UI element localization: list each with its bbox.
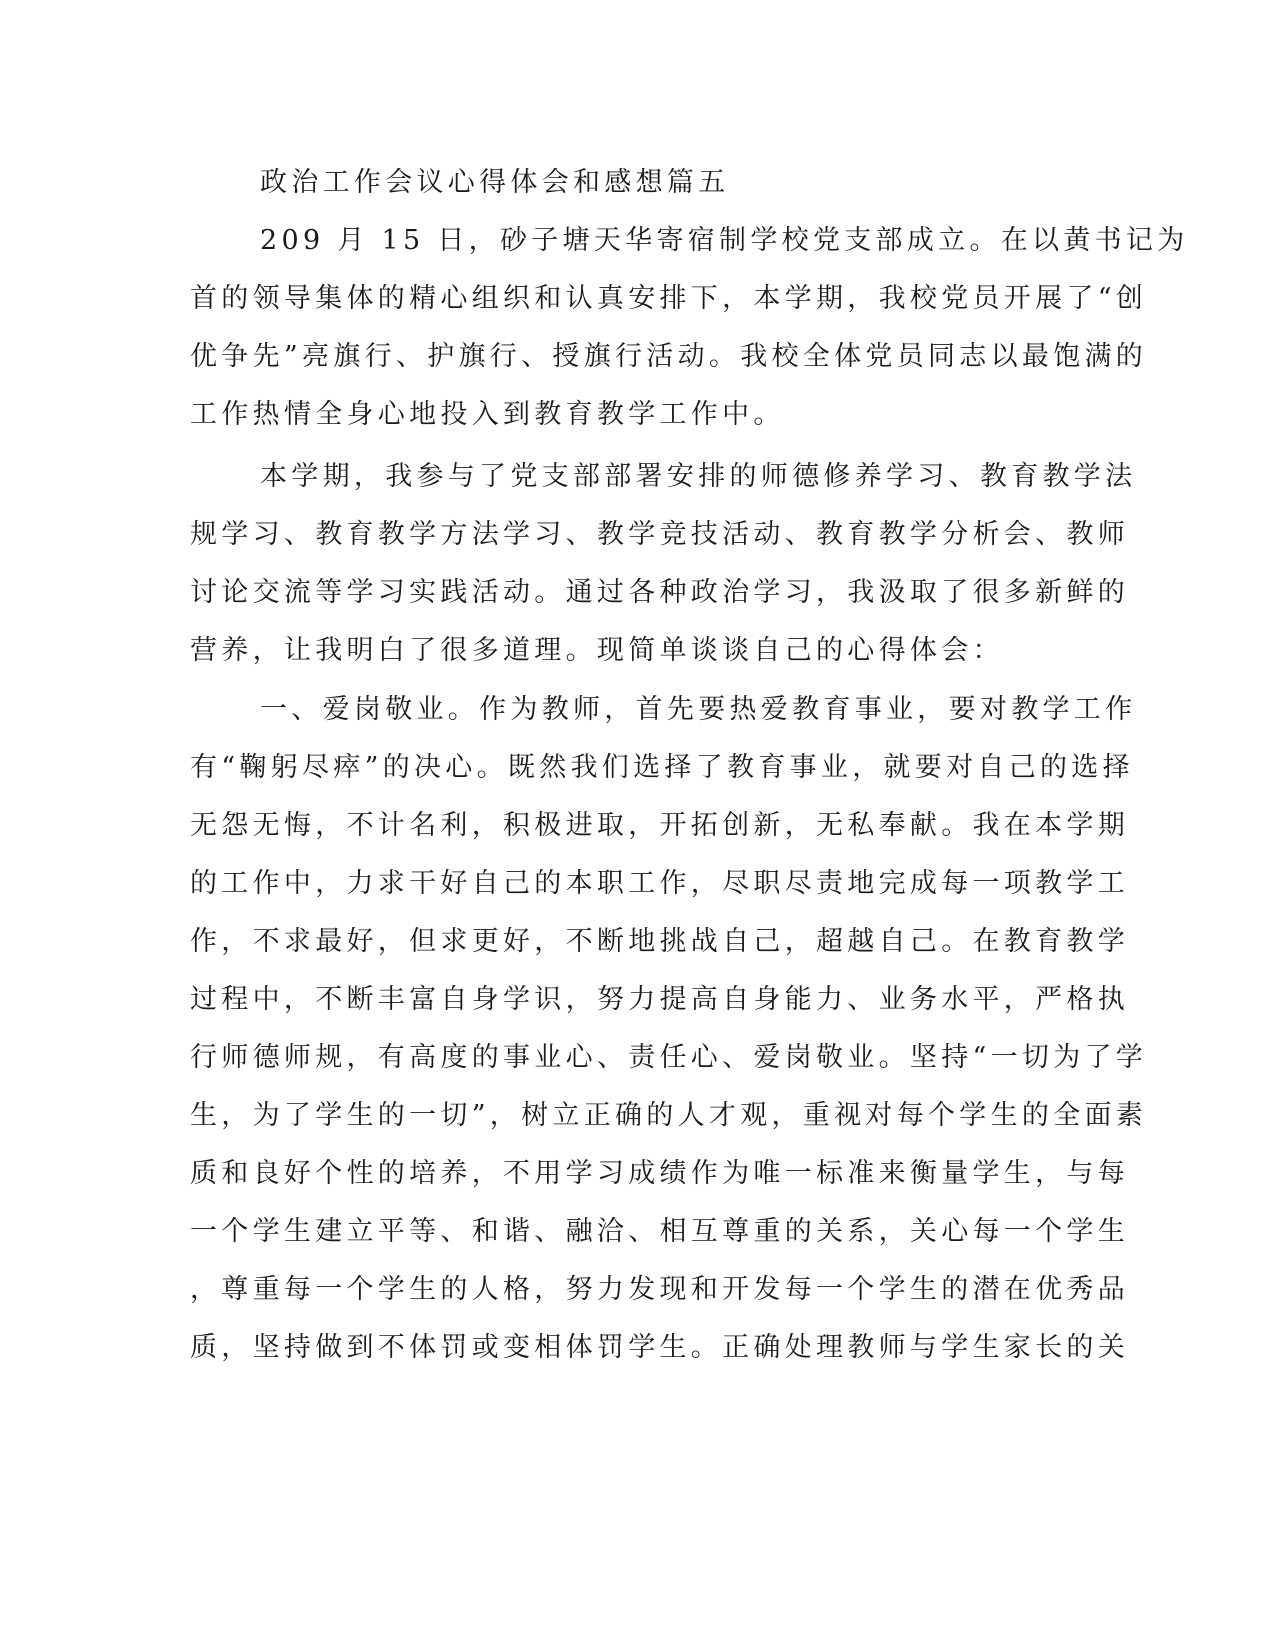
paragraph-3-line-8: 生，为了学生的一切”，树立正确的人才观，重视对每个学生的全面素	[190, 1100, 1148, 1131]
paragraph-3-line-11: ，尊重每一个学生的人格，努力发现和开发每一个学生的潜在优秀品	[190, 1274, 1129, 1305]
paragraph-1-line-3: 优争先”亮旗行、护旗行、授旗行活动。我校全体党员同志以最饱满的	[190, 341, 1148, 372]
paragraph-2-line-2: 规学习、教育教学方法学习、教学竞技活动、教育教学分析会、教师	[190, 519, 1129, 550]
paragraph-2-line-4: 营养，让我明白了很多道理。现简单谈谈自己的心得体会：	[190, 635, 1004, 666]
paragraph-2-line-1: 本学期，我参与了党支部部署安排的师德修养学习、教育教学法	[260, 461, 1137, 492]
paragraph-3-line-4: 的工作中，力求干好自己的本职工作，尽职尽责地完成每一项教学工	[190, 868, 1129, 899]
paragraph-1-line-1: 209 月 15 日，砂子塘天华寄宿制学校党支部成立。在以黄书记为	[260, 225, 1189, 256]
paragraph-3-line-1: 一、爱岗敬业。作为教师，首先要热爱教育事业，要对教学工作	[260, 694, 1137, 725]
paragraph-1-line-4: 工作热情全身心地投入到教育教学工作中。	[190, 399, 785, 430]
paragraph-3-line-5: 作，不求最好，但求更好，不断地挑战自己，超越自己。在教育教学	[190, 926, 1129, 957]
paragraph-3-line-6: 过程中，不断丰富自身学识，努力提高自身能力、业务水平，严格执	[190, 984, 1129, 1015]
paragraph-3-line-7: 行师德师规，有高度的事业心、责任心、爱岗敬业。坚持“一切为了学	[190, 1042, 1148, 1073]
paragraph-3-line-3: 无怨无悔，不计名利，积极进取，开拓创新，无私奉献。我在本学期	[190, 810, 1129, 841]
paragraph-3-line-12: 质，坚持做到不体罚或变相体罚学生。正确处理教师与学生家长的关	[190, 1332, 1129, 1363]
paragraph-3-line-9: 质和良好个性的培养，不用学习成绩作为唯一标准来衡量学生，与每	[190, 1158, 1129, 1189]
document-title: 政治工作会议心得体会和感想篇五	[260, 167, 730, 198]
paragraph-3-line-2: 有“鞠躬尽瘁”的决心。既然我们选择了教育事业，就要对自己的选择	[190, 752, 1134, 783]
paragraph-2-line-3: 讨论交流等学习实践活动。通过各种政治学习，我汲取了很多新鲜的	[190, 577, 1129, 608]
paragraph-1-line-2: 首的领导集体的精心组织和认真安排下，本学期，我校党员开展了“创	[190, 283, 1148, 314]
paragraph-3-line-10: 一个学生建立平等、和谐、融洽、相互尊重的关系，关心每一个学生	[190, 1216, 1129, 1247]
